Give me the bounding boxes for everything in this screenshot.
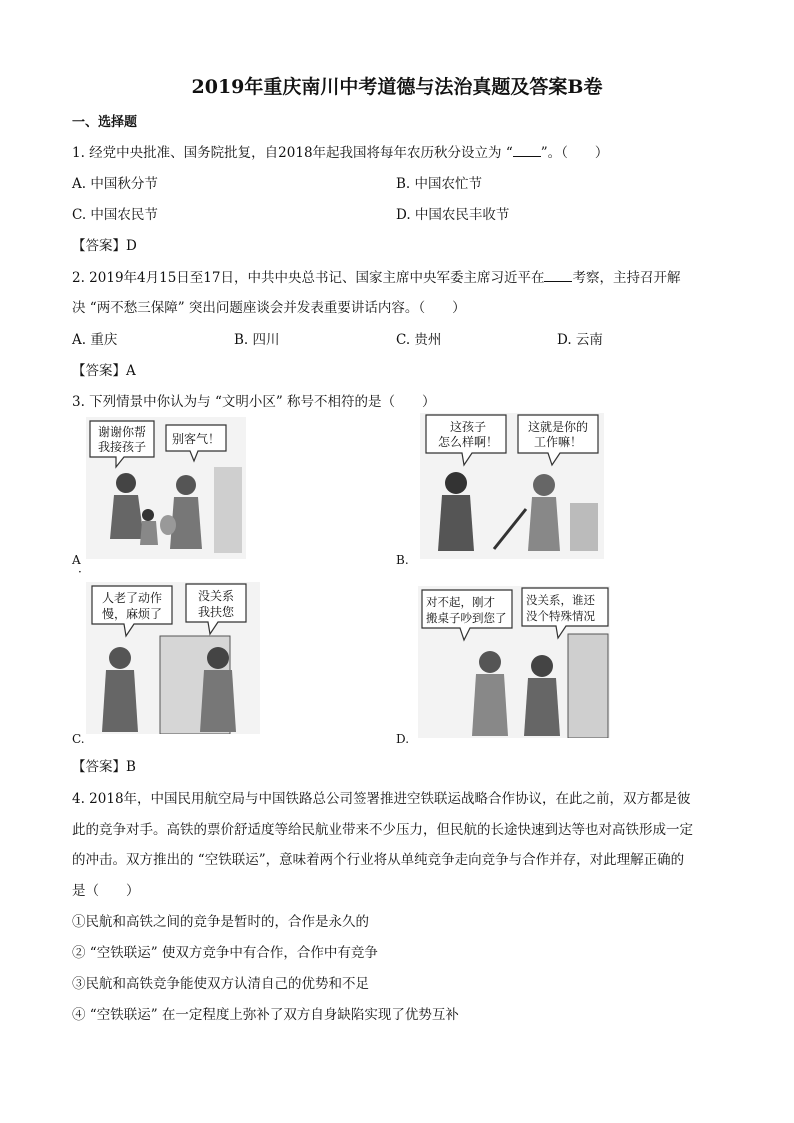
cartoon-b-bubble-2-line-1: 这就是你的 <box>527 420 589 434</box>
cartoon-a-child-head <box>142 509 154 521</box>
cartoon-c <box>86 582 260 734</box>
q1-blank <box>513 144 541 157</box>
q1-stem-start: 1. 经党中央批准、国务院批复，自2018年起我国将每年农历秋分设立为 “ <box>72 145 513 161</box>
cartoon-b-label: B. <box>396 553 409 567</box>
q1-option-d: D. 中国农民丰收节 <box>396 207 510 223</box>
q1-option-b: B. 中国农忙节 <box>396 176 483 192</box>
q4-statement-4: ④ “空铁联运” 在一定程度上弥补了双方自身缺陷实现了优势互补 <box>72 1007 459 1023</box>
q2-option-b: B. 四川 <box>234 332 280 348</box>
cartoon-d-door <box>568 634 608 738</box>
page-title: 2019年重庆南川中考道德与法治真题及答案B卷 <box>191 76 603 98</box>
section-heading: 一、选择题 <box>72 115 138 130</box>
q1-option-c: C. 中国农民节 <box>72 207 158 223</box>
q2-blank <box>544 269 572 282</box>
cartoon-b-sweeper-head <box>533 474 555 496</box>
cartoon-c-bubble-1-line-1: 人老了动作 <box>101 591 163 605</box>
question-4-line-3: 的冲击。双方推出的 “空铁联运”，意味着两个行业将从单纯竞争走向竞争与合作并存，对此理解正确的 <box>72 852 685 868</box>
q4-statement-3: ③民航和高铁竞争能使双方认清自己的优势和不足 <box>72 976 369 992</box>
cartoon-c-man-head <box>207 647 229 669</box>
cartoon-a-door <box>214 467 242 553</box>
cartoon-b-wall <box>570 503 598 551</box>
cartoon-a-dot: · <box>78 565 82 579</box>
cartoon-c-elder-head <box>109 647 131 669</box>
q2-answer: 【答案】A <box>72 363 136 379</box>
question-4-line-1: 4. 2018年，中国民用航空局与中国铁路总公司签署推进空铁联运战略合作协议，在此之前，双方都是彼 <box>72 791 691 807</box>
cartoon-a-child-body <box>140 521 158 545</box>
cartoon-d-man-head <box>531 655 553 677</box>
cartoon-b-man-head <box>445 472 467 494</box>
q3-answer: 【答案】B <box>72 759 136 775</box>
q2-option-a: A. 重庆 <box>72 332 118 348</box>
q2-line1-start: 2. 2019年4月15日至17日，中共中央总书记、国家主席中央军委主席习近平在 <box>72 270 545 286</box>
question-2-line2: 决 “两不愁三保障” 突出问题座谈会并发表重要讲话内容。（ ） <box>72 300 466 316</box>
cartoon-b-bubble-1-line-2: 怎么样啊！ <box>438 435 499 449</box>
cartoon-c-elder-body <box>102 670 138 732</box>
question-1-stem <box>72 141 608 161</box>
cartoon-c-label: C. <box>72 732 85 746</box>
question-4-line-4: 是（ ） <box>72 883 140 899</box>
cartoon-b-man-body <box>438 495 474 551</box>
cartoon-a-bubble-1-line-2: 我接孩子 <box>97 440 147 454</box>
cartoon-b-bubble-1-line-1: 这孩子 <box>450 420 487 434</box>
q2-option-c: C. 贵州 <box>396 332 442 348</box>
cartoon-a-bubble-2-line-1: 别客气！ <box>171 432 221 446</box>
q4-statement-1: ①民航和高铁之间的竞争是暂时的，合作是永久的 <box>72 914 369 930</box>
cartoon-d-bubble-2-line-1: 没关系，谁还 <box>526 593 595 607</box>
cartoon-c-bubble-2-line-2: 我扶您 <box>197 605 235 619</box>
question-2-line1 <box>72 266 680 286</box>
cartoon-a-bag <box>160 515 176 535</box>
cartoon-d-neighbor-body <box>472 674 508 736</box>
q1-stem-end: ”。（ ） <box>540 145 609 161</box>
cartoon-d-man-body <box>524 678 560 736</box>
q1-option-a: A. 中国秋分节 <box>72 176 158 192</box>
cartoon-d-label: D. <box>396 732 410 746</box>
question-3-stem: 3. 下列情景中你认为与 “文明小区” 称号不相符的是（ ） <box>72 394 436 410</box>
cartoon-c-bubble-2-line-1: 没关系 <box>197 589 235 603</box>
cartoon-b-sweeper-body <box>528 497 560 551</box>
cartoon-d-bubble-1-line-1: 对不起，刚才 <box>426 595 495 609</box>
q2-line1-end: 考察，主持召开解 <box>572 270 681 286</box>
cartoon-a-label: A <box>72 553 81 567</box>
question-4-line-2: 此的竞争对手。高铁的票价舒适度等给民航业带来不少压力，但民航的长途快速到达等也对高铁形成一定 <box>72 822 693 838</box>
cartoon-d <box>418 586 610 738</box>
cartoon-a-woman-head <box>116 473 136 493</box>
cartoon-a-bubble-1-line-1: 谢谢你帮 <box>97 425 147 439</box>
q1-answer: 【答案】D <box>72 238 137 254</box>
cartoon-d-bubble-2-line-2: 没个特殊情况 <box>526 609 595 623</box>
q2-option-d: D. 云南 <box>557 332 603 348</box>
cartoon-b-bubble-2-line-2: 工作嘛！ <box>533 435 583 449</box>
cartoon-a-man-head <box>176 475 196 495</box>
cartoon-b <box>420 413 604 559</box>
cartoon-c-bubble-1-line-2: 慢，麻烦了 <box>101 607 163 621</box>
cartoon-d-bubble-1-line-2: 搬桌子吵到您了 <box>426 611 507 625</box>
cartoon-a-woman-body <box>110 495 144 539</box>
cartoon-d-neighbor-head <box>479 651 501 673</box>
cartoon-c-man-body <box>200 670 236 732</box>
q4-statement-2: ② “空铁联运” 使双方竞争中有合作，合作中有竞争 <box>72 945 378 961</box>
cartoon-a <box>86 417 246 559</box>
